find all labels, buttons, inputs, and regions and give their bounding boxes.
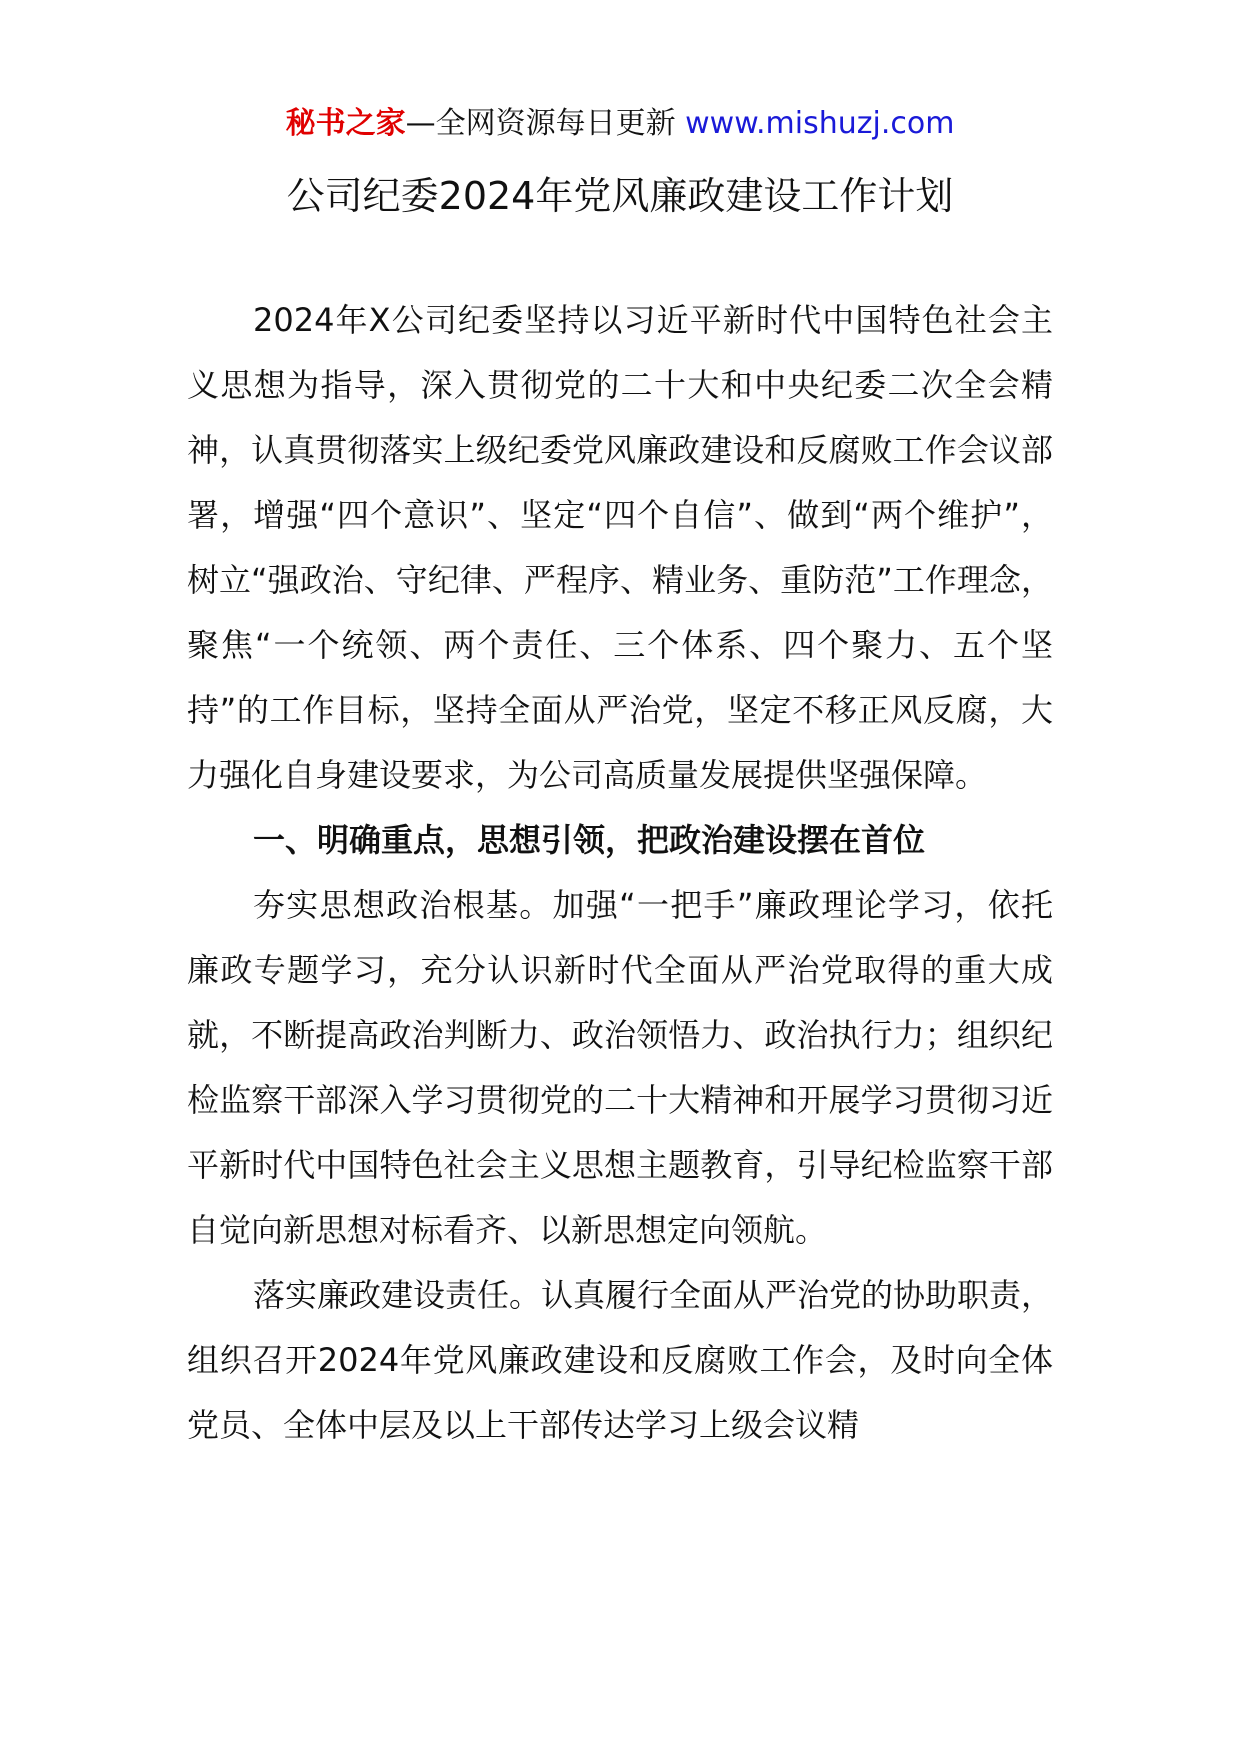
section-heading-1: 一、明确重点，思想引领，把政治建设摆在首位 xyxy=(253,821,926,859)
site-url-link[interactable]: www.mishuzj.com xyxy=(685,106,955,141)
paragraph-intro: 2024年X公司纪委坚持以习近平新时代中国特色社会主义思想为指导，深入贯彻党的二十大和中央纪委二次全会精神，认真贯彻落实上级纪委党风廉政建设和反腐败工作会议部署，增强“四个意识”、坚定“四个自信”、做到“两个维护”，树立“强政治、守纪律、严程序、精业务、重防范”工作理念，聚焦“一个统领、两个责任、三个体系、四个聚力、五个坚持”的工作目标，坚持全面从严治党，坚定不移正风反腐，大力强化自身建设要求，为公司高质量发展提供坚强保障。 xyxy=(187,301,1053,794)
header-tagline: —全网资源每日更新 xyxy=(405,106,676,141)
document-body xyxy=(187,288,1053,1458)
paragraph-ideology: 夯实思想政治根基。加强“一把手”廉政理论学习，依托廉政专题学习，充分认识新时代全面从严治党取得的重大成就，不断提高政治判断力、政治领悟力、政治执行力；组织纪检监察干部深入学习贯彻党的二十大精神和开展学习贯彻习近平新时代中国特色社会主义思想主题教育，引导纪检监察干部自觉向新思想对标看齐、以新思想定向领航。 xyxy=(187,886,1053,1249)
site-header xyxy=(0,100,1240,148)
brand-name: 秘书之家 xyxy=(285,106,406,141)
document-title: 公司纪委2024年党风廉政建设工作计划 xyxy=(286,174,954,218)
paragraph-responsibility: 落实廉政建设责任。认真履行全面从严治党的协助职责，组织召开2024年党风廉政建设和反腐败工作会，及时向全体党员、全体中层及以上干部传达学习上级会议精 xyxy=(187,1276,1054,1444)
